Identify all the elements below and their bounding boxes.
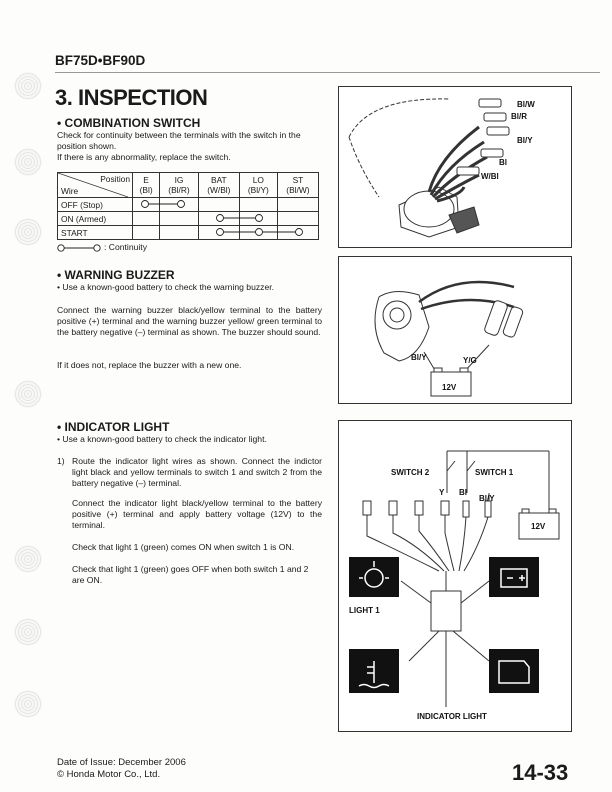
warning-buzzer-figure	[338, 256, 572, 404]
wire-label-bly: Bl/Y	[517, 136, 533, 145]
model-header: BF75D•BF90D	[55, 53, 146, 68]
warning-buzzer-text: Connect the warning buzzer black/yellow terminal to the battery positive (+) terminal and the warning buzzer yellow/ green terminal to the battery negative (–) terminal as shown. The buzzer should sound.	[57, 305, 322, 338]
binder-hole	[14, 380, 42, 408]
indicator-step-2: Connect the indicator light black/yellow terminal to the battery positive (+) terminal and apply battery voltage (12V) to the terminal.	[72, 498, 322, 531]
footer-text	[57, 757, 186, 780]
column-header-e: E (Bl)	[133, 173, 160, 198]
indicator-light-bullet: • Use a known-good battery to check the indicator light.	[57, 434, 267, 444]
binder-hole	[14, 690, 42, 718]
row-label-on: ON (Armed)	[58, 212, 133, 226]
binder-hole	[14, 148, 42, 176]
warning-buzzer-heading: • WARNING BUZZER	[57, 268, 175, 282]
indicator-light-figure	[338, 420, 572, 732]
warning-buzzer-text-2: If it does not, replace the buzzer with a new one.	[57, 360, 242, 370]
switch-1-label: SWITCH 1	[475, 468, 514, 477]
indicator-light-label: INDICATOR LIGHT	[417, 712, 487, 721]
combination-switch-figure	[338, 86, 572, 248]
buzzer-battery-label: 12V	[442, 383, 457, 392]
battery-label: 12V	[531, 522, 546, 531]
wire-label-blr: Bl/R	[511, 112, 527, 121]
wire-bl-label: Bl	[459, 488, 467, 497]
buzzer-label-yg: Y/G	[463, 356, 477, 365]
wire-label-blw: Bl/W	[517, 100, 535, 109]
issue-date: Date of Issue: December 2006	[57, 757, 186, 768]
section-title: 3. INSPECTION	[55, 85, 208, 110]
continuity-legend-symbol	[57, 243, 105, 253]
step-number: 1)	[57, 456, 65, 466]
combination-switch-heading: • COMBINATION SWITCH	[57, 116, 201, 130]
copyright: © Honda Motor Co., Ltd.	[57, 768, 161, 780]
page-number: 14-33	[512, 760, 569, 785]
indicator-step-4: Check that light 1 (green) goes OFF when both switch 1 and 2 are ON.	[72, 564, 309, 586]
wire-label-wbl: W/Bl	[481, 172, 499, 181]
binder-hole	[14, 218, 42, 246]
combination-switch-text: Check for continuity between the terminals with the switch in the position shown. If there is any abnormality, replace the switch.	[57, 130, 301, 163]
header-rule	[55, 72, 600, 73]
table-corner: Position Wire	[58, 173, 133, 198]
row-label-off: OFF (Stop)	[58, 198, 133, 212]
switch-2-label: SWITCH 2	[391, 468, 430, 477]
indicator-light-heading: • INDICATOR LIGHT	[57, 420, 170, 434]
wire-bly-label: Bl/Y	[479, 494, 495, 503]
wire-y-label: Y	[439, 488, 445, 497]
wire-label-bl: Bl	[499, 158, 507, 167]
binder-hole	[14, 72, 42, 100]
column-header-ig: IG (Bl/R)	[160, 173, 199, 198]
continuity-markers	[57, 172, 321, 244]
row-label-start: START	[58, 226, 133, 240]
column-header-lo: LO (Bl/Y)	[239, 173, 277, 198]
indicator-step-1: Route the indicator light wires as shown. Connect the indictor light black and yellow terminals to switch 1 and switch 2 from the battery negative (–) terminal.	[72, 456, 322, 489]
binder-hole	[14, 618, 42, 646]
binder-hole	[14, 545, 42, 573]
column-header-bat: BAT (W/Bl)	[198, 173, 239, 198]
column-header-st: ST (Bl/W)	[277, 173, 318, 198]
light-1-label: LIGHT 1	[349, 606, 380, 615]
warning-buzzer-bullet: • Use a known-good battery to check the warning buzzer.	[57, 282, 275, 292]
indicator-step-3: Check that light 1 (green) comes ON when switch 1 is ON.	[72, 542, 295, 552]
continuity-legend: : Continuity	[104, 242, 147, 252]
buzzer-label-bly: Bl/Y	[411, 353, 427, 362]
